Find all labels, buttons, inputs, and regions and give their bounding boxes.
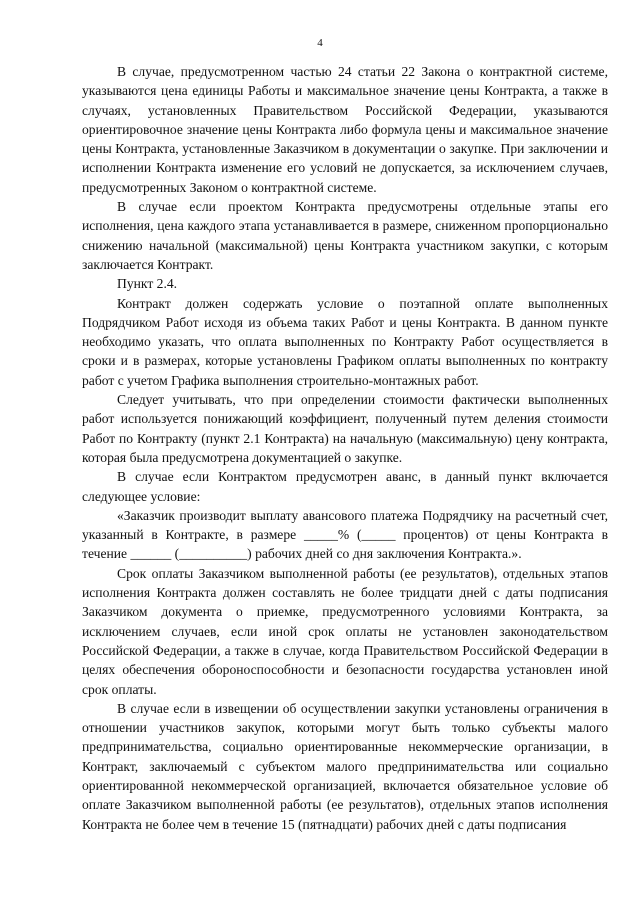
paragraph-staged-payment: Контракт должен содержать условие о поэтапной оплате выполненных Подрядчиком Работ исходя из объема таких Работ и цены Контракта. В данном пункте необходимо указать, что оплата выполненных по Контракту Работ осуществляется в сроки и в размерах, которые установлены Графиком оплаты выполненных по контракту работ с учетом Графика выполнения строительно-монтажных работ. bbox=[82, 295, 608, 388]
document-body bbox=[82, 62, 608, 834]
paragraph-contract-price: В случае, предусмотренном частью 24 статьи 22 Закона о контрактной системе, указываются цена единицы Работы и максимальное значение цены Контракта, а также в случаях, установленных Правительством Российской Федерации, указываются ориентировочное значение цены Контракта либо формула цены и максимальное значение цены Контракта, установленные Заказчиком в документации о закупке. При заключении и исполнении Контракта изменение его условий не допускается, за исключением случаев, предусмотренных Законом о контрактной системе. bbox=[82, 64, 608, 195]
page-number: 4 bbox=[317, 37, 323, 49]
paragraph-reduction-coefficient: Следует учитывать, что при определении стоимости фактически выполненных работ используется понижающий коэффициент, полученный путем деления стоимости Работ по Контракту (пункт 2.1 Контракта) на начальную (максимальную) цену контракта, которая была предусмотрена документацией о закупке. bbox=[82, 392, 608, 465]
paragraph-contract-stages: В случае если проектом Контракта предусмотрены отдельные этапы его исполнения, цена каждого этапа устанавливается в размере, сниженном пропорционально снижению начальной (максимальной) цены Контракта участником закупки, с которым заключается Контракт. bbox=[82, 199, 608, 272]
paragraph-small-business: В случае если в извещении об осуществлении закупки установлены ограничения в отношении участников закупок, которыми могут быть только субъекты малого предпринимательства, социально ориентированные некоммерческие организации, в Контракт, заключаемый с субъектом малого предпринимательства или социально ориентированной некоммерческой организацией, включается обязательное условие об оплате Заказчиком выполненной работы (ее результатов), отдельных этапов исполнения Контракта не более чем в течение 15 (пятнадцати) рабочих дней с даты подписания bbox=[82, 700, 608, 832]
paragraph-payment-term: Срок оплаты Заказчиком выполненной работы (ее результатов), отдельных этапов исполнения Контракта должен составлять не более тридцати дней с даты подписания Заказчиком документа о приемке, предусмотренного условиями Контракта, за исключением случаев, если иной срок оплаты не установлен законодательством Российской Федерации, а также в случае, когда Правительством Российской Федерации в целях обеспечения обороноспособности и безопасности государства установлен иной срок оплаты. bbox=[82, 565, 608, 697]
clause-heading: Пункт 2.4. bbox=[117, 276, 178, 292]
paragraph-advance-quote: «Заказчик производит выплату авансового платежа Подрядчику на расчетный счет, указанный в Контракте, в размере _____% (_____ процентов) от цены Контракта в течение ______ (__________) рабочих дней со дня заключения Контракта.». bbox=[82, 507, 608, 562]
paragraph-advance-condition: В случае если Контрактом предусмотрен аванс, в данный пункт включается следующее условие: bbox=[82, 469, 608, 504]
